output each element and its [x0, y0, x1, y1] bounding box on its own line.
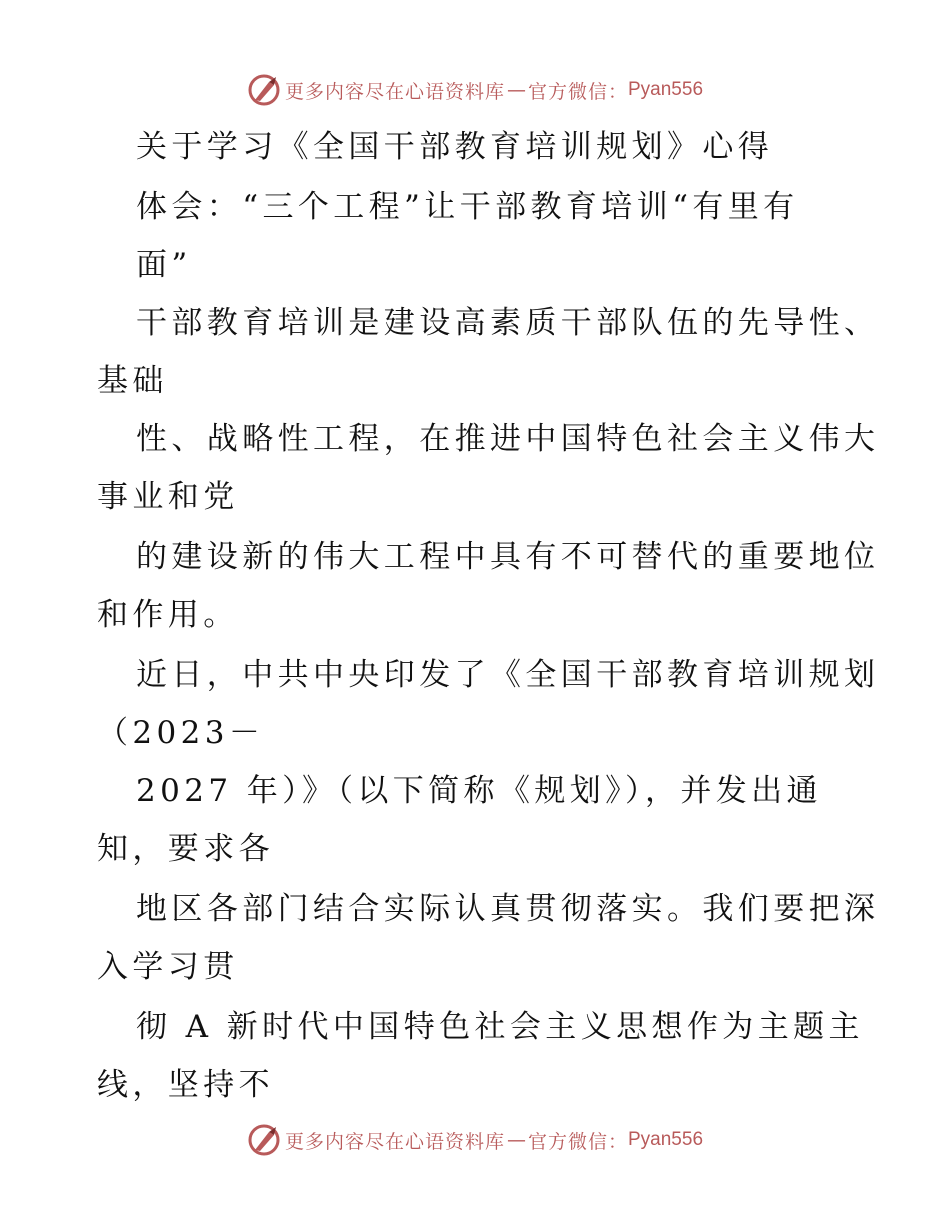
document-line: 近日，中共中央印发了《全国干部教育培训规划: [136, 657, 880, 693]
document-line: 关于学习《全国干部教育培训规划》心得: [136, 129, 774, 165]
document-line: 的建设新的伟大工程中具有不可替代的重要地位: [136, 539, 880, 575]
footer-banner: [0, 1120, 950, 1160]
document-line: 线，坚持不: [97, 1067, 274, 1103]
document-line: 和作用。: [97, 597, 239, 633]
document-line: 入学习贯: [97, 949, 239, 985]
quill-pen-logo-icon: [247, 1123, 281, 1157]
banner-wechat-id: Pyan556: [628, 79, 704, 100]
document-line: 基础: [97, 363, 168, 399]
document-line: 事业和党: [97, 479, 239, 515]
banner-separator: —: [506, 1129, 526, 1151]
document-line: 性、战略性工程，在推进中国特色社会主义伟大: [136, 421, 880, 457]
quill-pen-logo-icon: [247, 73, 281, 107]
banner-text: 更多内容尽在心语资料库: [284, 1130, 505, 1153]
document-line: 面”: [136, 247, 192, 283]
document-line: 2027 年）》（以下简称《规划》），并发出通: [136, 773, 822, 809]
document-line: 知，要求各: [97, 831, 274, 867]
banner-wechat-label: 官方微信：: [527, 80, 628, 103]
header-banner: [0, 70, 950, 110]
document-line: 体会：“三个工程”让干部教育培训“有里有: [136, 189, 799, 225]
document-line: 地区各部门结合实际认真贯彻落实。我们要把深: [136, 891, 880, 927]
banner-text: 更多内容尽在心语资料库: [284, 80, 505, 103]
document-line: 彻 A 新时代中国特色社会主义思想作为主题主: [136, 1009, 864, 1045]
banner-separator: —: [506, 79, 526, 101]
banner-wechat-label: 官方微信：: [527, 1130, 628, 1153]
document-line: 干部教育培训是建设高素质干部队伍的先导性、: [136, 305, 880, 341]
document-line: （2023－: [97, 715, 265, 751]
banner-wechat-id: Pyan556: [628, 1129, 704, 1150]
